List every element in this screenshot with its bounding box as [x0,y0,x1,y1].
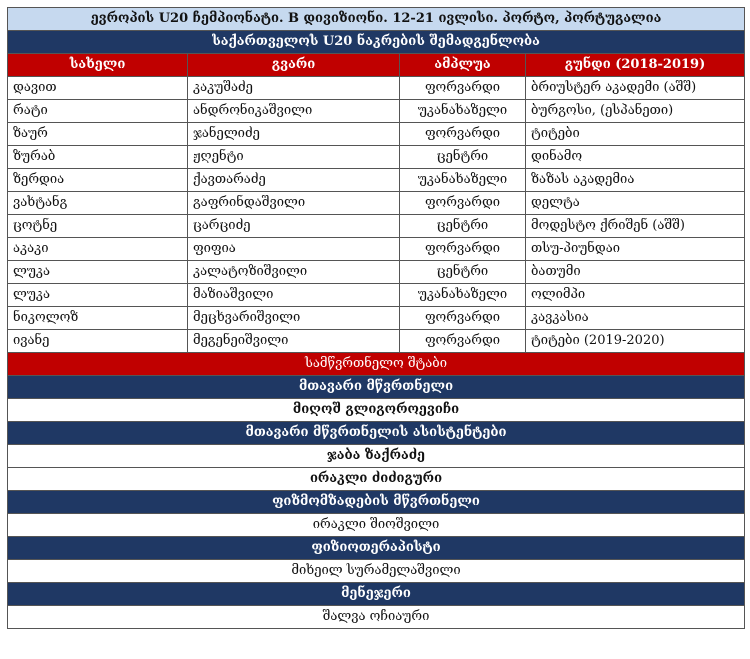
staff-name: ირაკლი შიოშვილი [8,514,745,537]
player-last-name: ანდრონიკაშვილი [188,100,400,123]
player-position: უკანახაზელი [400,169,526,192]
staff-section-title: სამწვრთნელო შტაბი [8,353,745,376]
player-first-name: ცოტნე [8,215,188,238]
staff-role-row [8,583,745,606]
championship-title: ევროპის U20 ჩემპიონატი. B დივიზიონი. 12-21 ივლისი. პორტო, პორტუგალია [8,8,745,31]
player-position: ფორვარდი [400,307,526,330]
column-header-team: გუნდი (2018-2019) [526,54,745,77]
staff-role: ფიზმომზადების მწვრთნელი [8,491,745,514]
staff-name-row [8,606,745,629]
table-row [8,192,745,215]
player-team: ტიტები [526,123,745,146]
player-last-name: კაკუშაძე [188,77,400,100]
player-team: დელტა [526,192,745,215]
staff-name: ჯაბა ზაქრაძე [8,445,745,468]
staff-role-row [8,376,745,399]
player-last-name: მეგენეიშვილი [188,330,400,353]
table-row [8,146,745,169]
player-position: ცენტრი [400,146,526,169]
player-first-name: რატი [8,100,188,123]
player-team: თსუ-პიუნდაი [526,238,745,261]
player-position: უკანახაზელი [400,100,526,123]
staff-name: შალვა ოჩიაური [8,606,745,629]
player-last-name: ჯანელიძე [188,123,400,146]
staff-name: მიხეილ სურამელაშვილი [8,560,745,583]
column-header-position: ამპლუა [400,54,526,77]
player-position: ფორვარდი [400,192,526,215]
player-first-name: ზურაბ [8,146,188,169]
player-position: ფორვარდი [400,77,526,100]
player-team: ბურგოსი, (ესპანეთი) [526,100,745,123]
staff-name-row [8,468,745,491]
staff-name-row [8,445,745,468]
table-row [8,100,745,123]
player-team: ზაზას აკადემია [526,169,745,192]
player-first-name: ზერდია [8,169,188,192]
player-first-name: ზაურ [8,123,188,146]
staff-name-row [8,514,745,537]
player-team: მოდესტო ქრიშენ (აშშ) [526,215,745,238]
player-last-name: ფიფია [188,238,400,261]
player-first-name: ლუკა [8,261,188,284]
table-row [8,77,745,100]
column-header-row [8,54,745,77]
player-position: ცენტრი [400,261,526,284]
staff-section-row [8,353,745,376]
player-team: ტიტები (2019-2020) [526,330,745,353]
player-position: ფორვარდი [400,238,526,261]
squad-title: საქართველოს U20 ნაკრების შემადგენლობა [8,31,745,54]
staff-name: მიღოშ გლიგოროევიჩი [8,399,745,422]
table-row [8,123,745,146]
player-first-name: ივანე [8,330,188,353]
staff-name-row [8,399,745,422]
player-team: ოლიმპი [526,284,745,307]
player-last-name: ქავთარაძე [188,169,400,192]
roster-sheet [7,7,744,629]
player-position: ფორვარდი [400,330,526,353]
title-row [8,8,745,31]
staff-role: მენეჯერი [8,583,745,606]
player-last-name: გაფრინდაშვილი [188,192,400,215]
staff-name-row [8,560,745,583]
player-team: ბათუმი [526,261,745,284]
staff-role: ფიზიოთერაპისტი [8,537,745,560]
column-header-first-name: სახელი [8,54,188,77]
roster-table [7,7,745,629]
player-position: უკანახაზელი [400,284,526,307]
staff-name: ირაკლი ძიძიგური [8,468,745,491]
subtitle-row [8,31,745,54]
table-row [8,261,745,284]
table-row [8,215,745,238]
player-position: ფორვარდი [400,123,526,146]
player-first-name: დავით [8,77,188,100]
player-first-name: ვახტანგ [8,192,188,215]
table-row [8,238,745,261]
staff-role: მთავარი მწვრთნელი [8,376,745,399]
table-row [8,284,745,307]
player-team: დინამო [526,146,745,169]
staff-role: მთავარი მწვრთნელის ასისტენტები [8,422,745,445]
player-team: კავკასია [526,307,745,330]
table-row [8,307,745,330]
staff-role-row [8,491,745,514]
player-last-name: ცარციძე [188,215,400,238]
player-last-name: მეცხვარიშვილი [188,307,400,330]
player-last-name: მაზიაშვილი [188,284,400,307]
player-first-name: ლუკა [8,284,188,307]
player-first-name: ნიკოლოზ [8,307,188,330]
staff-role-row [8,537,745,560]
table-row [8,330,745,353]
player-first-name: აკაკი [8,238,188,261]
column-header-last-name: გვარი [188,54,400,77]
staff-role-row [8,422,745,445]
player-last-name: ჟღენტი [188,146,400,169]
player-last-name: კალატოზიშვილი [188,261,400,284]
player-position: ცენტრი [400,215,526,238]
table-row [8,169,745,192]
player-team: ბრიუსტერ აკადემი (აშშ) [526,77,745,100]
